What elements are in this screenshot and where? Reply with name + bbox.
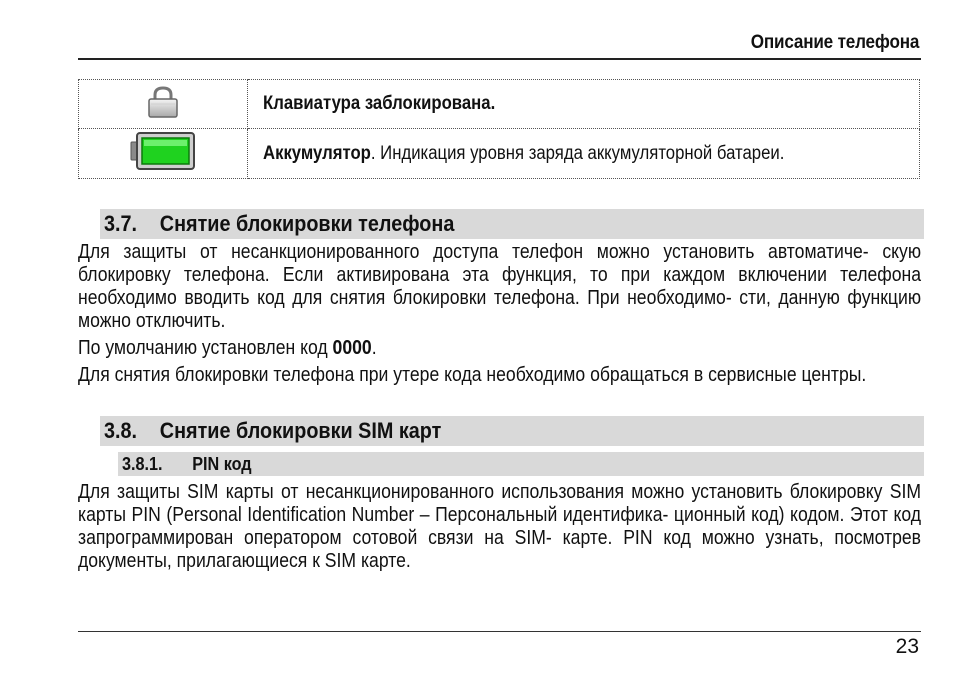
battery-label: Аккумулятор	[263, 142, 371, 164]
paragraph: Для снятия блокировки телефона при утере кода необходимо обращаться в сервисные центры.	[78, 364, 867, 386]
header-rule	[78, 58, 921, 60]
lock-icon	[145, 85, 181, 119]
battery-icon	[130, 131, 196, 171]
icon-cell	[79, 80, 248, 129]
paragraph: Для защиты от несанкционированного доступа телефон можно установить автоматиче- скую блокировку телефона. Если активирована эта функция, то при каждом включении телефона необходимо вводить код для снятия блокировки телефона. При необходимо- сти, данную функцию можно отключить.	[78, 241, 922, 332]
page-header-title: Описание телефона	[750, 32, 919, 53]
lock-label: Клавиатура заблокирована.	[263, 93, 496, 114]
section-number: 3.7.	[104, 211, 138, 236]
status-icon-table	[78, 79, 920, 179]
battery-text: . Индикация уровня заряда аккумуляторной батареи.	[370, 142, 785, 164]
table-row	[79, 129, 920, 179]
page-number: 23	[895, 635, 919, 658]
paragraph-default-code	[78, 337, 921, 360]
subsection-number: 3.8.1.	[122, 454, 163, 474]
section-heading-3-7	[100, 209, 924, 239]
icon-cell	[79, 129, 248, 179]
paragraph: Для защиты SIM карты от несанкционированного использования можно установить блокировку SIM карты PIN (Personal Identification Number – Персональный идентифика- ционный код) кодом. Этот код запрограммирован оператором сотовой связи на SIM- карте. PIN код можно узнать, посмотрев документы, прилагающиеся к SIM карте.	[78, 481, 922, 572]
default-code-suffix: .	[371, 337, 377, 359]
battery-description	[248, 129, 920, 179]
subsection-heading-3-8-1	[118, 452, 924, 476]
footer-rule	[78, 631, 921, 632]
table-row	[79, 80, 920, 129]
default-code-prefix: По умолчанию установлен код	[78, 337, 333, 359]
default-code-value: 0000	[332, 337, 372, 359]
lock-description	[248, 80, 920, 129]
subsection-title: PIN код	[192, 454, 252, 474]
section-heading-3-8	[100, 416, 924, 446]
section-number: 3.8.	[104, 418, 138, 443]
section-title: Снятие блокировки телефона	[159, 211, 455, 236]
section-title: Снятие блокировки SIM карт	[159, 418, 442, 443]
